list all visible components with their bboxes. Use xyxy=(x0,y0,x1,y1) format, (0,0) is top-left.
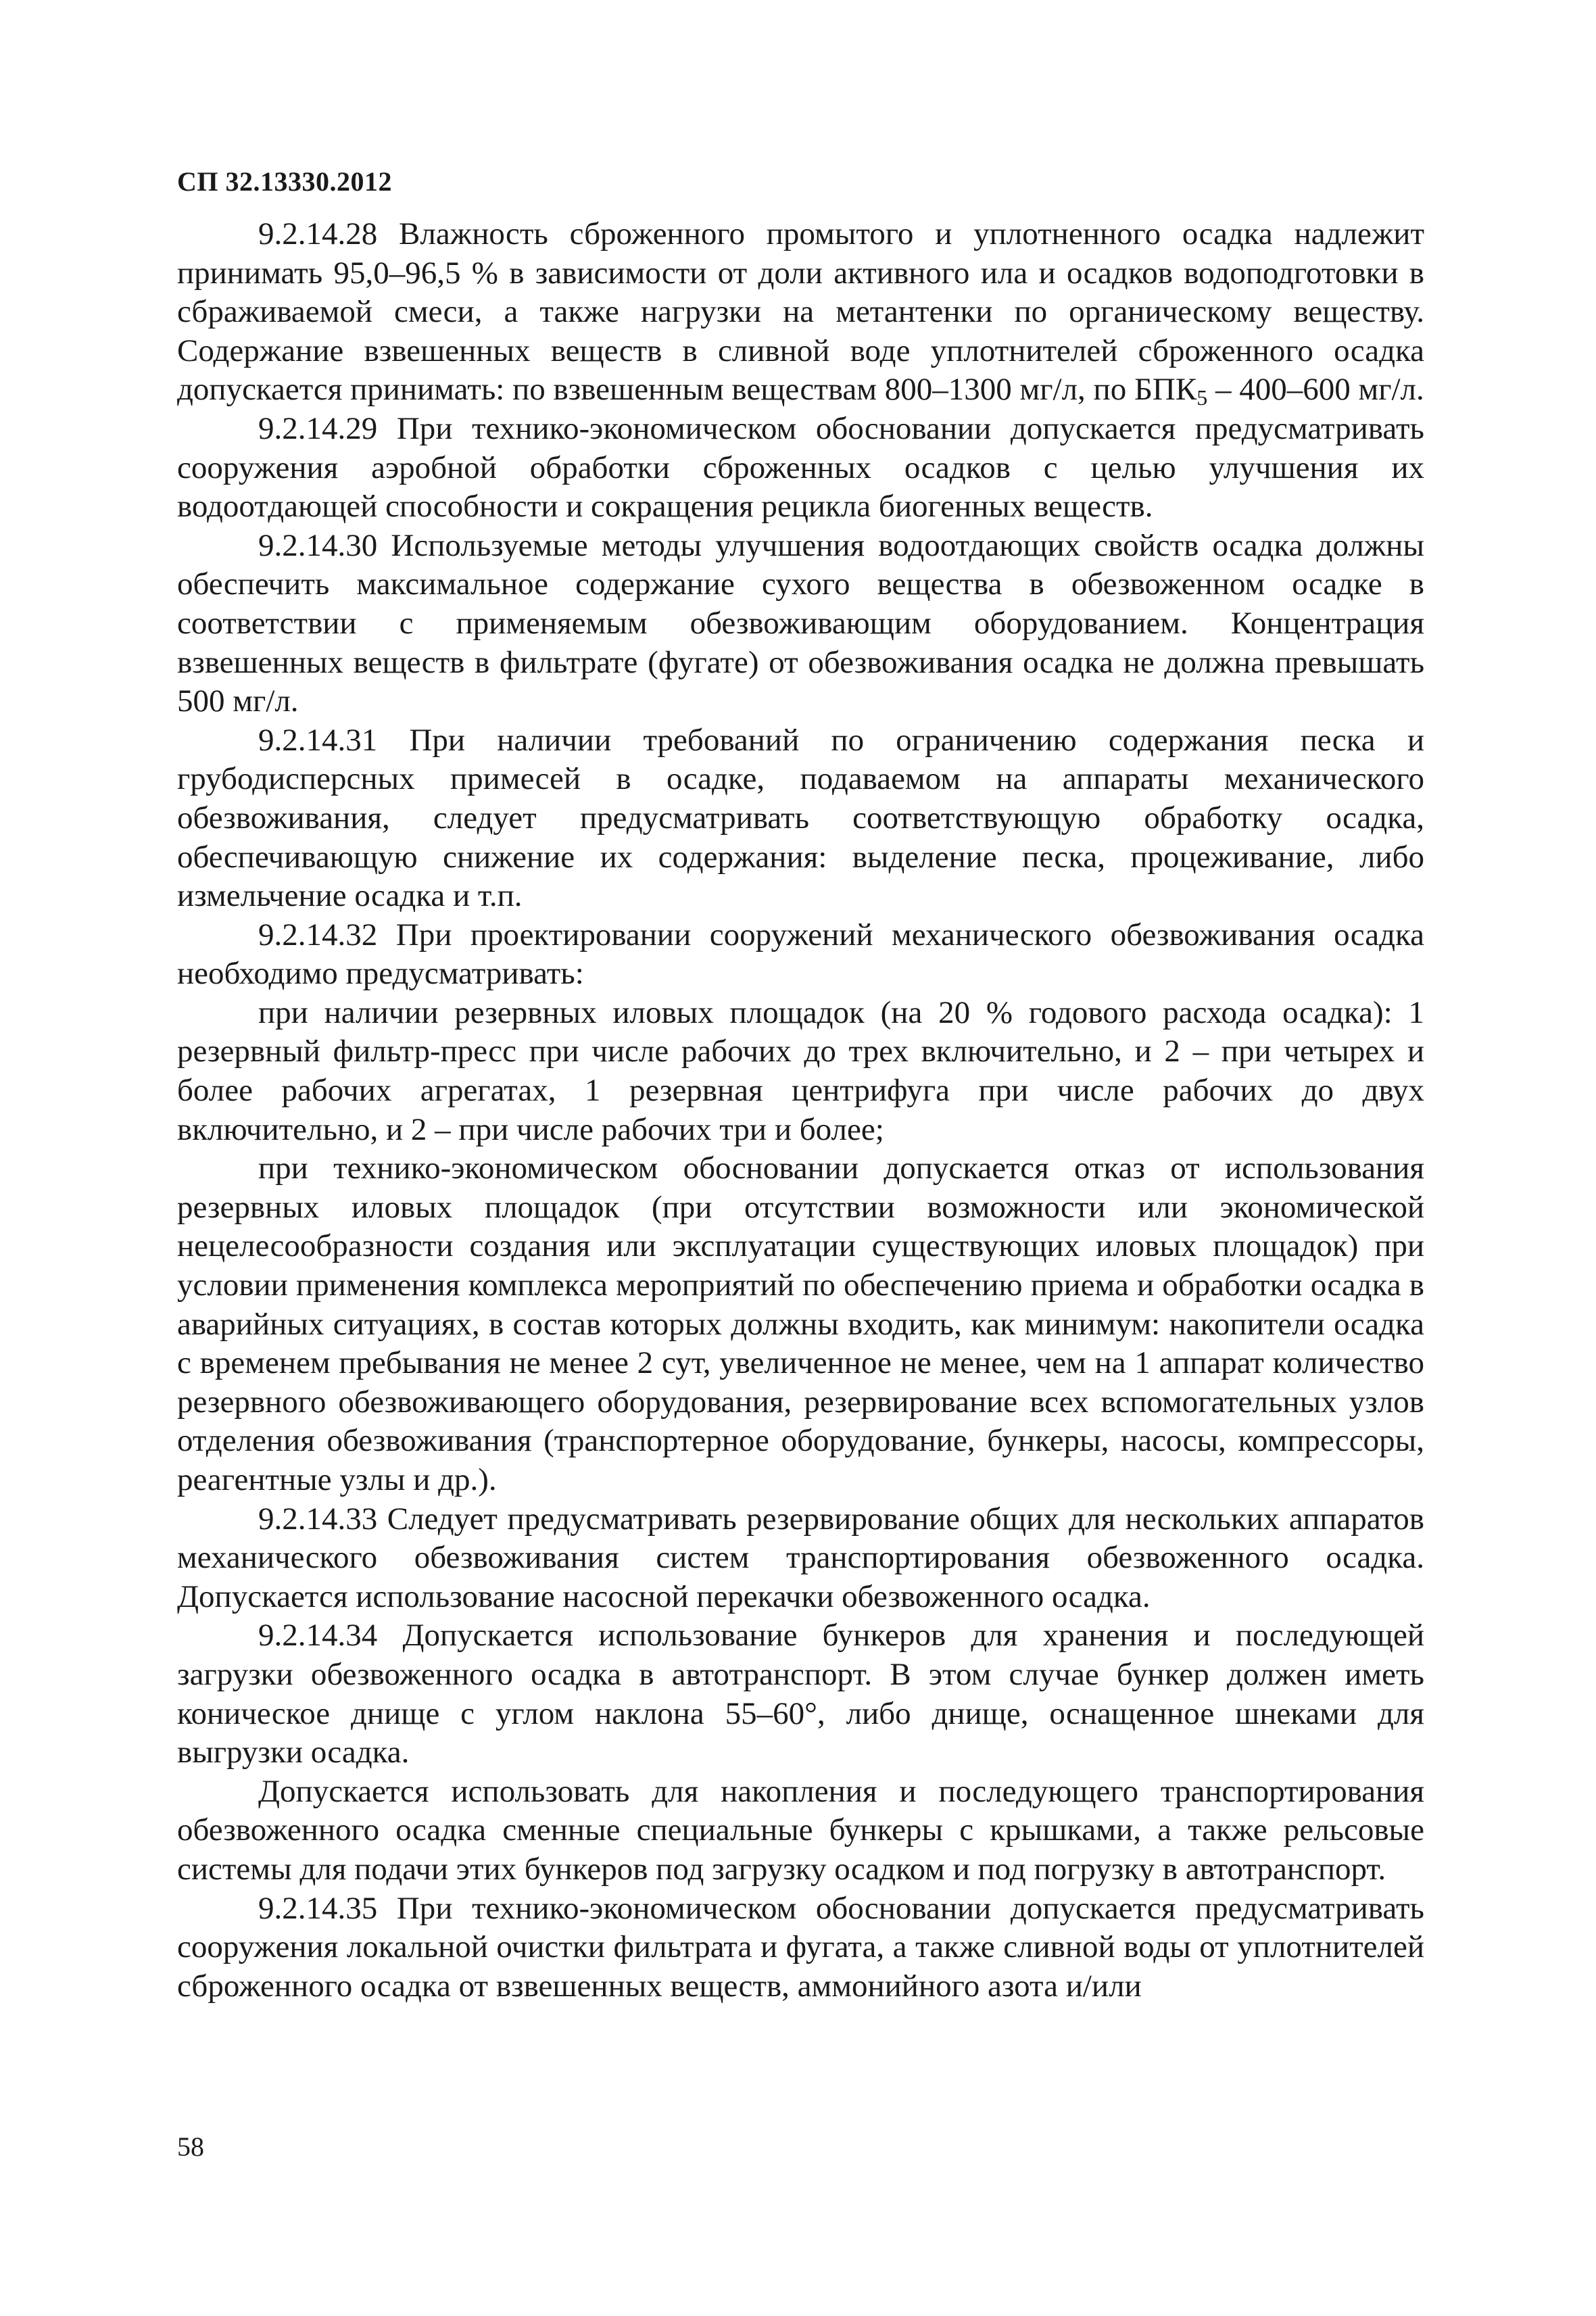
paragraph-9-2-14-34: 9.2.14.34 Допускается использование бункеров для хранения и последующей загрузки обезвоженного осадка в автотранспорт. В этом случае бункер должен иметь коническое днище с углом наклона 55–60°, либо днище, оснащенное шнеками для выгрузки осадка. xyxy=(177,1618,1424,1770)
paragraph-9-2-14-30: 9.2.14.30 Используемые методы улучшения водоотдающих свойств осадка должны обеспечить максимальное содержание сухого вещества в обезвоженном осадке в соответствии с применяемым обезвоживающим оборудованием. Концентрация взвешенных веществ в фильтрате (фугате) от обезвоживания осадка не должна превышать 500 мг/л. xyxy=(177,527,1424,719)
paragraph-9-2-14-32-item-2: при технико-экономическом обосновании допускается отказ от использования резервных иловых площадок (при отсутствии возможности или экономической нецелесообразности создания или эксплуатации существующих иловых площадок) при условии применения комплекса мероприятий по обеспечению приема и обработки осадка в аварийных ситуациях, в состав которых должны входить, как минимум: накопители осадка с временем пребывания не менее 2 сут, увеличенное не менее, чем на 1 аппарат количество резервного обезвоживающего оборудования, резервирование всех вспомогательных узлов отделения обезвоживания (транспортерное оборудование, бункеры, насосы, компрессоры, реагентные узлы и др.). xyxy=(177,1151,1424,1497)
paragraph-9-2-14-34-continued: Допускается использовать для накопления и последующего транспортирования обезвоженного осадка сменные специальные бункеры с крышками, а также рельсовые системы для подачи этих бункеров под загрузку осадком и под погрузку в автотранспорт. xyxy=(177,1773,1424,1887)
paragraph-9-2-14-32: 9.2.14.32 При проектировании сооружений механического обезвоживания осадка необходимо предусматривать: xyxy=(177,917,1424,992)
paragraph-tail: – 400–600 мг/л. xyxy=(1207,372,1424,408)
paragraph-9-2-14-32-item-1: при наличии резервных иловых площадок (на 20 % годового расхода осадка): 1 резервный фильтр-пресс при числе рабочих до трех включительно, и 2 – при четырех и более рабочих агрегатах, 1 резервная центрифуга при числе рабочих до двух включительно, и 2 – при числе рабочих три и более; xyxy=(177,994,1424,1147)
document-code-header: СП 32.13330.2012 xyxy=(177,166,392,197)
page-number: 58 xyxy=(177,2131,204,2162)
paragraph-9-2-14-29: 9.2.14.29 При технико-экономическом обосновании допускается предусматривать сооружения аэробной обработки сброженных осадков с целью улучшения их водоотдающей способности и сокращения рецикла биогенных веществ. xyxy=(177,410,1424,525)
paragraph-9-2-14-28 xyxy=(177,215,1424,410)
bod-subscript: 5 xyxy=(1196,385,1208,410)
paragraph-text: 9.2.14.28 Влажность сброженного промытого и уплотненного осадка надлежит принимать 95,0–96,5 % в зависимости от доли активного ила и осадков водоподготовки в сбраживаемой смеси, а также нагрузки на метантенки по органическому веществу. Содержание взвешенных веществ в сливной воде уплотнителей сброженного осадка допускается принимать: по взвешенным веществам 800–1300 мг/л, по БПК xyxy=(177,216,1424,408)
paragraph-9-2-14-31: 9.2.14.31 При наличии требований по ограничению содержания песка и грубодисперсных примесей в осадке, подаваемом на аппараты механического обезвоживания, следует предусматривать соответствующую обработку осадка, обеспечивающую снижение их содержания: выделение песка, процеживание, либо измельчение осадка и т.п. xyxy=(177,722,1424,914)
paragraph-9-2-14-35: 9.2.14.35 При технико-экономическом обосновании допускается предусматривать сооружения локальной очистки фильтрата и фугата, а также сливной воды от уплотнителей сброженного осадка от взвешенных веществ, аммонийного азота и/или xyxy=(177,1890,1424,2004)
paragraph-9-2-14-33: 9.2.14.33 Следует предусматривать резервирование общих для нескольких аппаратов механического обезвоживания систем транспортирования обезвоженного осадка. Допускается использование насосной перекачки обезвоженного осадка. xyxy=(177,1501,1424,1614)
body-text xyxy=(177,215,1424,2006)
